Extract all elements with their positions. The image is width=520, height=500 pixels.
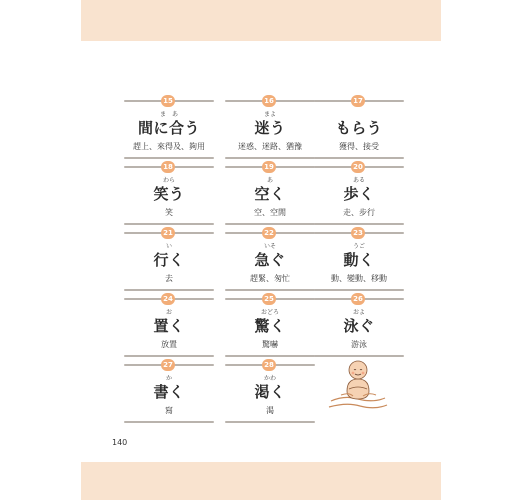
furigana: およ [352,309,365,316]
vocab-card [314,96,404,158]
furigana: お [165,309,172,316]
monk-character-illustration [327,355,389,417]
card-bottom-rule [225,355,315,357]
card-number-badge: 28 [262,359,276,371]
vocab-word: 泳ぐ [343,317,375,335]
vocab-card [124,360,214,422]
vocab-word: 空く [254,185,286,203]
vocab-meaning: 放置 [161,340,177,349]
furigana: まよ [263,111,276,118]
card-number-badge: 23 [351,227,365,239]
card-bottom-rule [314,223,404,225]
card-number-badge: 15 [161,95,175,107]
furigana: わら [162,177,175,184]
vocab-card [314,228,404,290]
vocab-word: もらう [335,119,383,137]
card-number-badge: 24 [161,293,175,305]
vocab-word: 行く [153,251,185,269]
vocab-meaning: 獲得、接受 [339,142,379,151]
vocab-card [124,228,214,290]
furigana: かわ [263,375,276,382]
card-number-badge: 21 [161,227,175,239]
vocab-word: 驚く [254,317,286,335]
vocab-meaning: 動、變動、移動 [331,274,387,283]
card-number-badge: 16 [262,95,276,107]
vocab-card [225,360,315,422]
page-number: 140 [112,438,128,447]
vocab-meaning: 走、步行 [343,208,375,217]
vocab-card [225,228,315,290]
header-band [81,0,441,41]
vocab-word: 迷う [254,119,286,137]
furigana: あ [266,177,273,184]
card-number-badge: 25 [262,293,276,305]
vocab-word: 書く [153,383,185,401]
vocab-word: 笑う [153,185,185,203]
card-number-badge: 27 [161,359,175,371]
card-bottom-rule [314,289,404,291]
vocab-word: 歩く [343,185,375,203]
footer-band [81,462,441,500]
card-number-badge: 20 [351,161,365,173]
furigana: ある [352,177,365,184]
vocab-card [124,294,214,356]
vocab-card [314,294,404,356]
card-bottom-rule [225,289,315,291]
vocab-meaning: 笑 [165,208,173,217]
card-bottom-rule [314,157,404,159]
furigana: ま あ [159,111,178,118]
vocab-card [225,294,315,356]
card-bottom-rule [225,421,315,423]
vocab-word: 動く [343,251,375,269]
vocab-meaning: 驚嚇 [262,340,278,349]
card-number-badge: 19 [262,161,276,173]
vocab-card [225,96,315,158]
vocab-meaning: 渴 [266,406,274,415]
vocab-card [124,96,214,158]
vocab-card [124,162,214,224]
vocab-meaning: 寫 [165,406,173,415]
card-number-badge: 22 [262,227,276,239]
vocab-meaning: 空、空閒 [254,208,286,217]
card-bottom-rule [124,421,214,423]
vocab-word: 間に合う [137,119,200,137]
card-number-badge: 18 [161,161,175,173]
vocab-word: 急ぐ [254,251,286,269]
vocab-meaning: 趕上、來得及、夠用 [133,142,205,151]
furigana: おどろ [260,309,279,316]
card-bottom-rule [225,157,315,159]
furigana: うご [352,243,365,250]
card-number-badge: 26 [351,293,365,305]
card-bottom-rule [124,157,214,159]
card-bottom-rule [225,223,315,225]
vocab-word: 渇く [254,383,286,401]
card-bottom-rule [124,355,214,357]
vocab-meaning: 去 [165,274,173,283]
vocab-word: 置く [153,317,185,335]
furigana: いそ [263,243,276,250]
vocab-meaning: 游泳 [351,340,367,349]
vocab-card [314,162,404,224]
furigana: か [165,375,172,382]
card-bottom-rule [124,223,214,225]
furigana: い [165,243,172,250]
card-bottom-rule [124,289,214,291]
vocab-meaning: 趕緊、匆忙 [250,274,290,283]
card-number-badge: 17 [351,95,365,107]
vocab-meaning: 迷惑、迷路、猶豫 [238,142,302,151]
vocab-card [225,162,315,224]
